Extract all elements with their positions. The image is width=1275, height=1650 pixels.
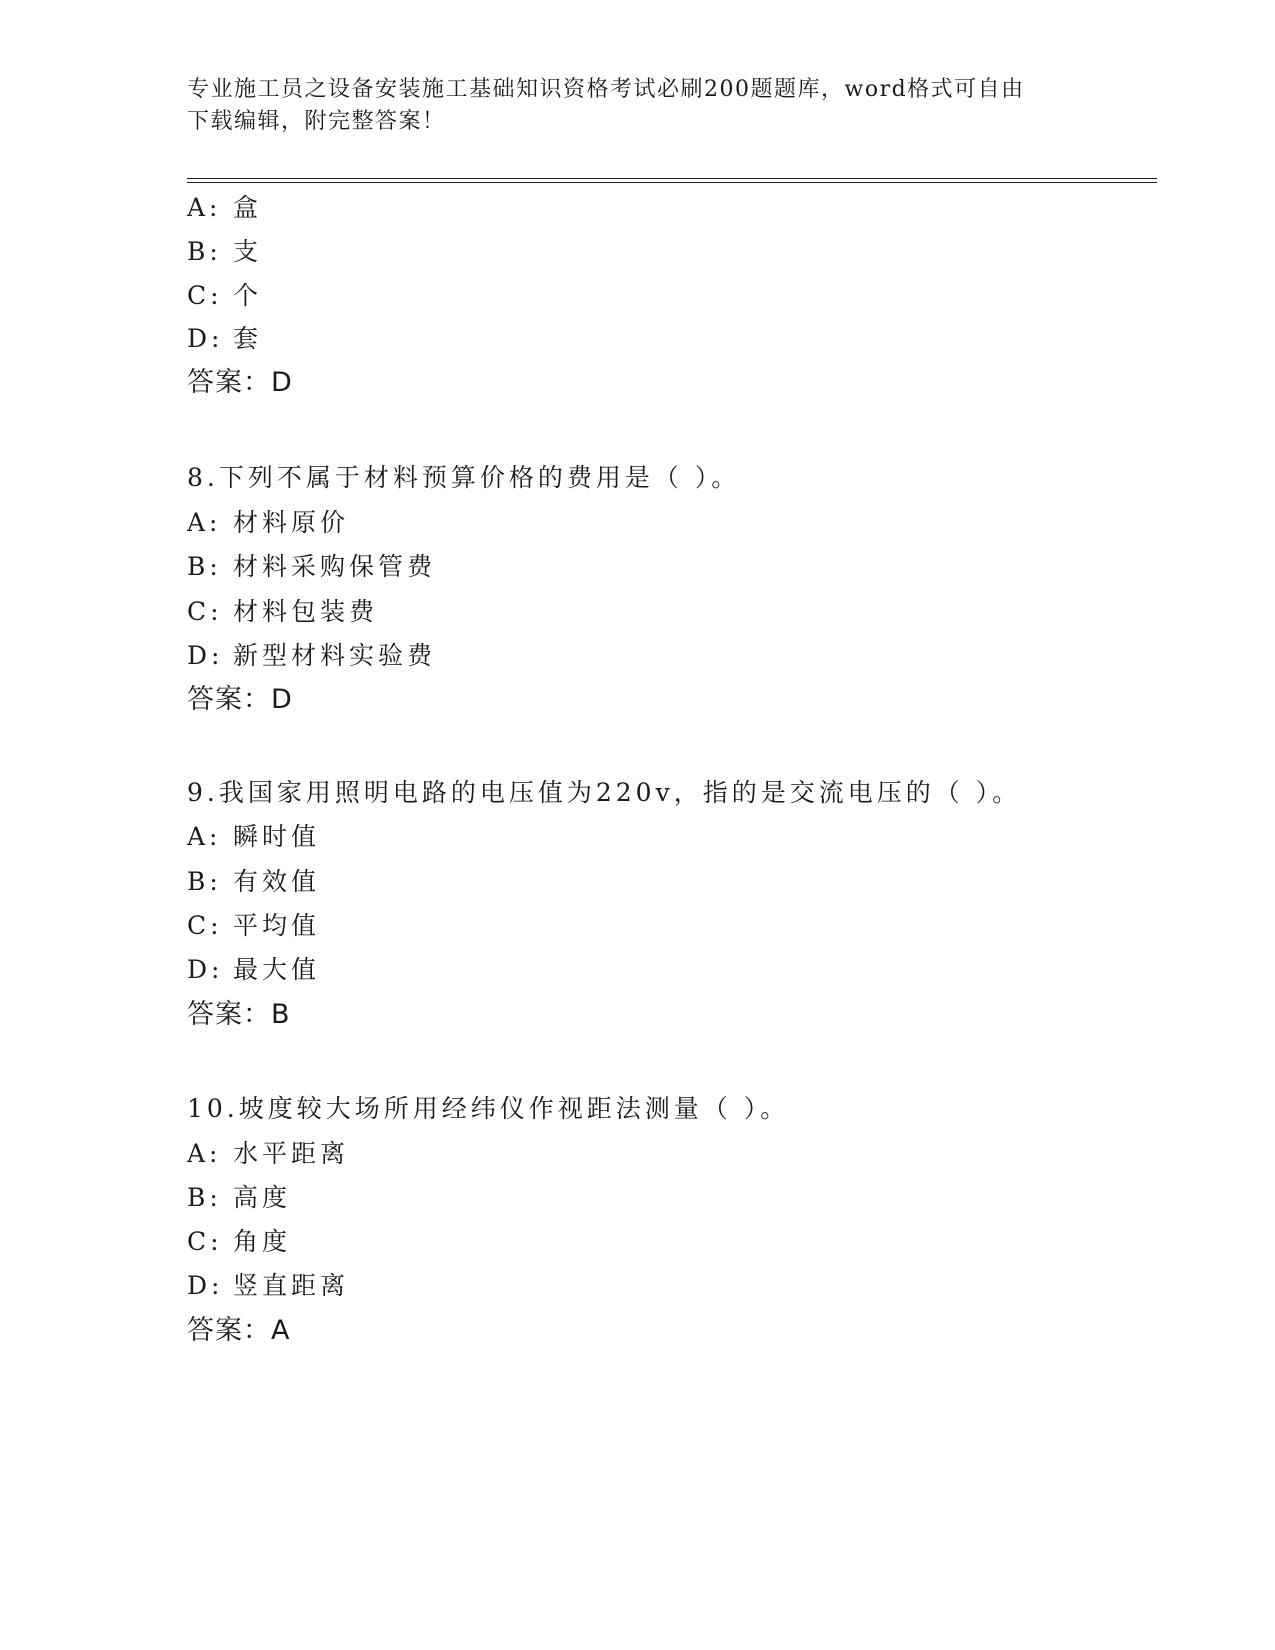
q8-question: 8.下列不属于材料预算价格的费用是（ ）。 (187, 463, 741, 492)
q7-option-d: D: 套 (187, 324, 263, 353)
q9-option-b: B: 有效值 (187, 867, 321, 896)
q9-question: 9.我国家用照明电路的电压值为220v，指的是交流电压的（ ）。 (187, 778, 1022, 807)
header-rule-bottom (187, 182, 1157, 183)
q8-option-c: C: 材料包装费 (187, 597, 379, 626)
q10-option-b: B: 高度 (187, 1183, 292, 1212)
q8-option-a: A: 材料原价 (187, 508, 350, 537)
document-header (187, 74, 1087, 138)
q9-option-c: C: 平均值 (187, 911, 321, 940)
q10-question: 10.坡度较大场所用经纬仪作视距法测量（ ）。 (187, 1094, 790, 1123)
q7-option-a: A: 盒 (187, 193, 263, 222)
q10-option-a: A: 水平距离 (187, 1139, 350, 1168)
q10-option-d: D: 竖直距离 (187, 1271, 350, 1300)
q8-option-b: B: 材料采购保管费 (187, 552, 437, 581)
q9-answer: 答案：B (187, 999, 291, 1030)
q9-option-a: A: 瞬时值 (187, 822, 321, 851)
q10-option-c: C: 角度 (187, 1227, 292, 1256)
q8-answer: 答案：D (187, 684, 293, 715)
header-line-1: 专业施工员之设备安装施工基础知识资格考试必刷200题题库，word格式可自由 (187, 77, 1025, 102)
q9-option-d: D: 最大值 (187, 955, 321, 984)
q7-option-b: B: 支 (187, 237, 263, 266)
q7-option-c: C: 个 (187, 281, 263, 310)
q7-answer: 答案：D (187, 367, 293, 398)
q8-option-d: D: 新型材料实验费 (187, 641, 437, 670)
header-rule-top (187, 178, 1157, 179)
q10-answer: 答案：A (187, 1315, 291, 1346)
header-line-2: 下载编辑，附完整答案！ (187, 109, 446, 134)
